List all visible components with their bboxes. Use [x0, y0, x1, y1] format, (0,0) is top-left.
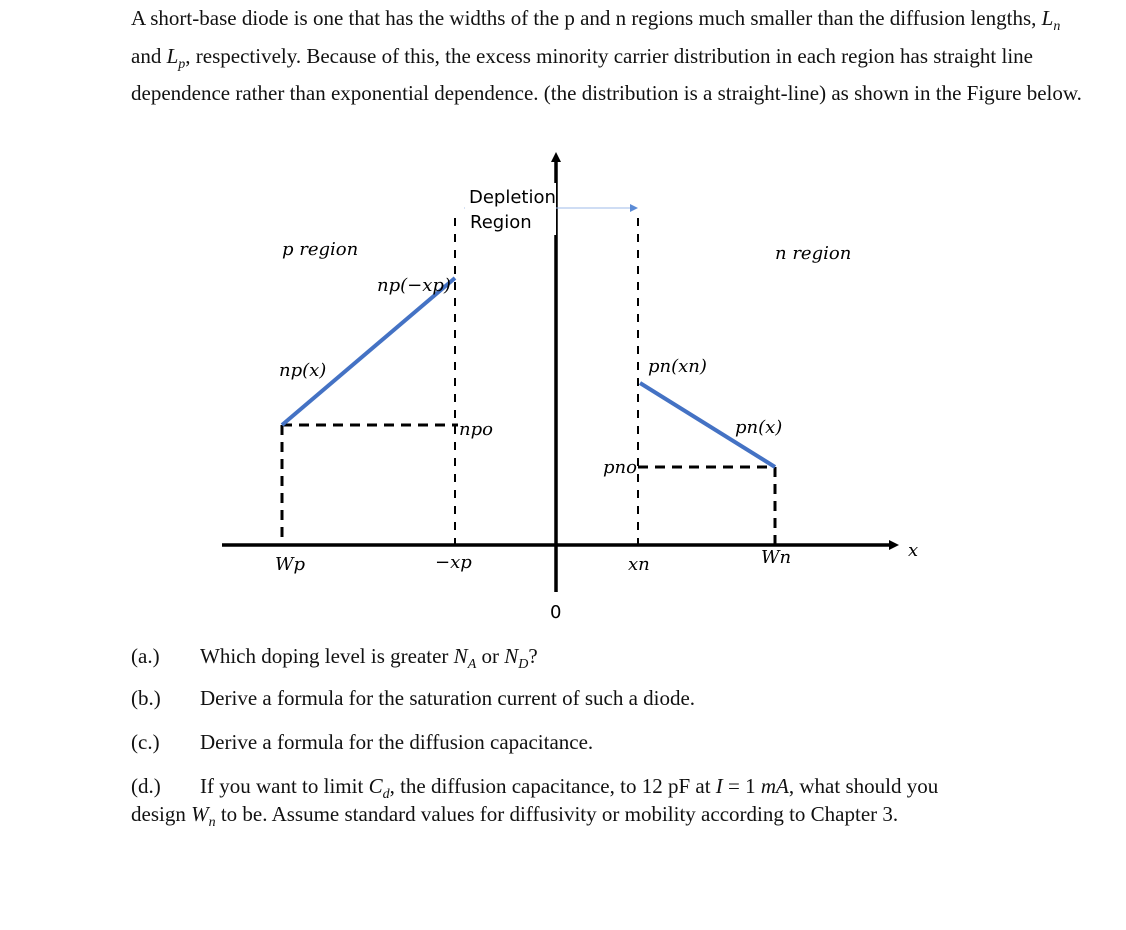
question-d-continued: design $W_n$ to be. Assume standard values for diffusivity or mobility according to Chapter 3.: [131, 802, 899, 831]
depletion-label: Depletion: [469, 187, 556, 208]
pn-xn-label: pn(xn): [648, 356, 707, 377]
ND-symbol: $N_D$: [504, 644, 529, 673]
Wp-label: Wp: [275, 554, 306, 575]
npo-label: npo: [459, 419, 493, 440]
xn-label: xn: [628, 554, 650, 575]
intro-paragraph: A short-base diode is one that has the widths of the p and n regions much smaller than the diffusion lengths, $L_n$ and $L_p$, respectively. Because of this, the excess minority carrier distribution in each region has straight line dependence rather than exponential dependence. (the distribution is a straight-line) as shown in the Figure below.: [131, 6, 1082, 106]
question-label: (a.): [131, 644, 160, 668]
question-label: (b.): [131, 686, 161, 710]
Ln-symbol: $L_n$: [1041, 6, 1061, 35]
x-axis-label: x: [908, 540, 919, 561]
Cd-symbol: $C_d$: [368, 774, 390, 803]
np-minus-xp-label: np(−xp): [377, 275, 451, 296]
n-region-label: n region: [775, 243, 852, 264]
question-label: (c.): [131, 730, 160, 754]
pn-x-label: pn(x): [735, 417, 783, 438]
Wn-symbol: $W_n$: [191, 802, 216, 831]
origin-label: 0: [550, 602, 562, 623]
np-distribution-line: [282, 278, 455, 425]
region-label: Region: [470, 212, 532, 233]
minus-xp-label: −xp: [435, 552, 472, 573]
Wn-label: Wn: [761, 547, 792, 568]
np-x-label: np(x): [279, 360, 327, 381]
Lp-symbol: $L_p$: [166, 43, 186, 72]
question-label: (d.): [131, 774, 161, 798]
pno-label: pno: [603, 457, 637, 478]
NA-symbol: $N_A$: [453, 644, 477, 673]
p-region-label: p region: [282, 239, 359, 260]
